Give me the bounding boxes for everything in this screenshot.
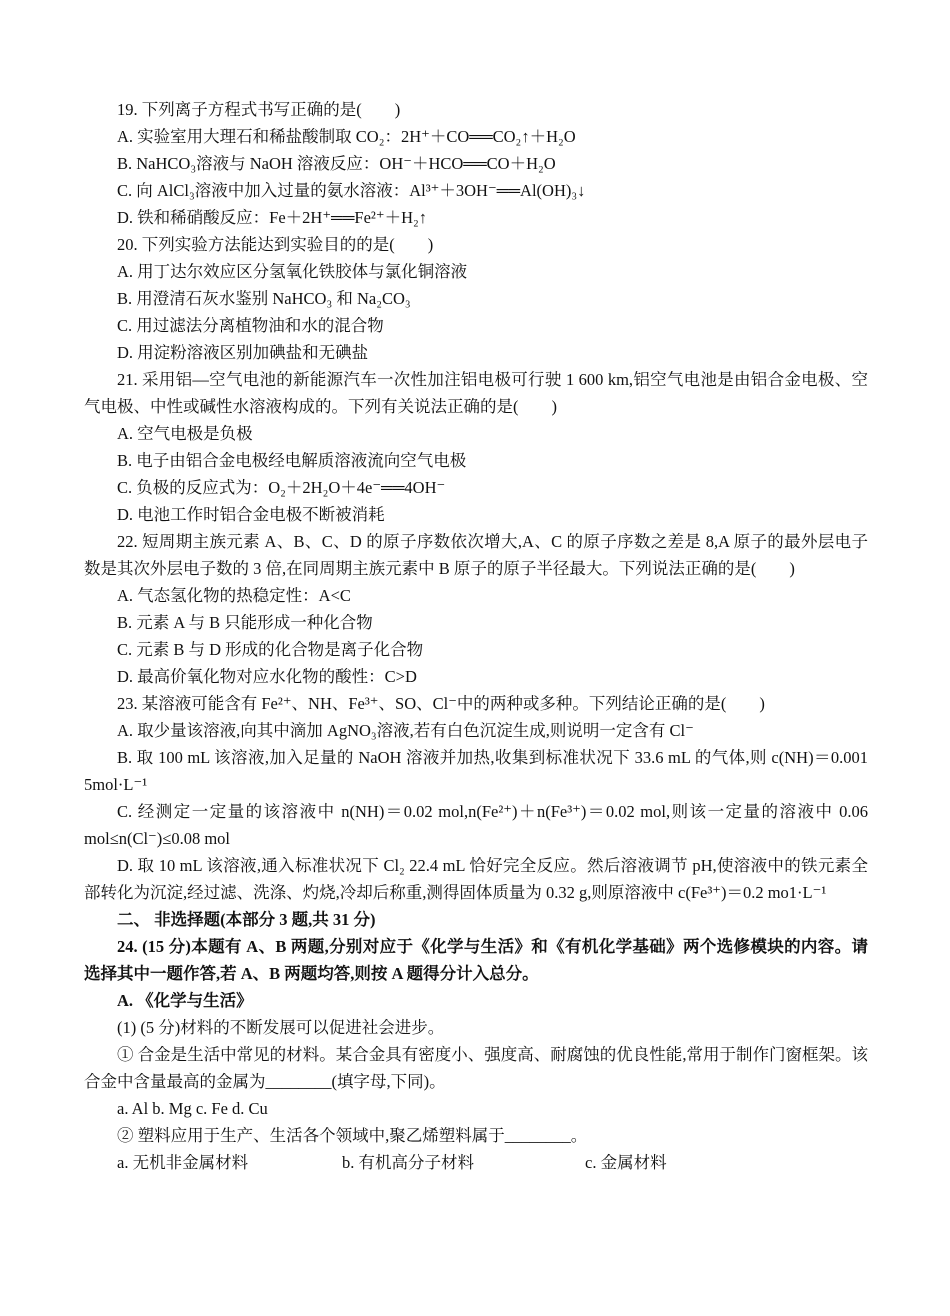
q22-option-c: C. 元素 B 与 D 形成的化合物是离子化合物 — [117, 640, 424, 659]
q19-option-d: D. 铁和稀硝酸反应：Fe＋2H⁺══Fe²⁺＋H₂↑ — [117, 208, 427, 227]
q20-option-b: B. 用澄清石灰水鉴别 NaHCO₃ 和 Na₂CO₃ — [117, 289, 411, 308]
q20-option-d: D. 用淀粉溶液区别加碘盐和无碘盐 — [117, 343, 369, 362]
q24-intro: 24. (15 分)本题有 A、B 两题,分别对应于《化学与生活》和《有机化学基础》两个选修模块的内容。请选择其中一题作答,若 A、B 两题均答,则按 A 题得分计入总分。 — [84, 937, 868, 983]
q22-option-a: A. 气态氢化物的热稳定性：A<C — [117, 586, 351, 605]
q24-sub1: (1) (5 分)材料的不断发展可以促进社会进步。 — [117, 1018, 445, 1037]
q22-stem: 22. 短周期主族元素 A、B、C、D 的原子序数依次增大,A、C 的原子序数之差是 8,A 原子的最外层电子数是其次外层电子数的 3 倍,在同周期主族元素中 B 原子的原子半径最大。下列说法正确的是( ) — [84, 532, 868, 578]
q23-option-c: C. 经测定一定量的该溶液中 n(NH)＝0.02 mol,n(Fe²⁺)＋n(Fe³⁺)＝0.02 mol,则该一定量的溶液中 0.06 mol≤n(Cl⁻)≤0.08 mol — [84, 802, 868, 848]
q24-part-a-title: A. 《化学与生活》 — [117, 991, 253, 1010]
q19-option-b: B. NaHCO₃溶液与 NaOH 溶液反应：OH⁻＋HCO══CO＋H₂O — [117, 154, 556, 173]
q23-option-b: B. 取 100 mL 该溶液,加入足量的 NaOH 溶液并加热,收集到标准状况下 33.6 mL 的气体,则 c(NH)＝0.001 5mol·L⁻¹ — [84, 748, 868, 794]
q21-option-d: D. 电池工作时铝合金电极不断被消耗 — [117, 505, 385, 524]
q22-option-d: D. 最高价氧化物对应水化物的酸性：C>D — [117, 667, 417, 686]
q20-option-a: A. 用丁达尔效应区分氢氧化铁胶体与氯化铜溶液 — [117, 262, 468, 281]
q20-stem: 20. 下列实验方法能达到实验目的的是( ) — [117, 235, 434, 254]
q19-stem: 19. 下列离子方程式书写正确的是( ) — [117, 100, 401, 119]
q24-item2-options — [84, 1149, 868, 1176]
q21-option-a: A. 空气电极是负极 — [117, 424, 253, 443]
q21-option-b: B. 电子由铝合金电极经电解质溶液流向空气电极 — [117, 451, 467, 470]
section-heading: 二、 非选择题(本部分 3 题,共 31 分) — [117, 910, 376, 929]
q24-item2-option-a: a. 无机非金属材料 — [117, 1153, 249, 1172]
q23-option-d: D. 取 10 mL 该溶液,通入标准状况下 Cl₂ 22.4 mL 恰好完全反应。然后溶液调节 pH,使溶液中的铁元素全部转化为沉淀,经过滤、洗涤、灼烧,冷却后称重,测得固体质量为 0.32 g,则原溶液中 c(Fe³⁺)＝0.2 mo1·L⁻¹ — [84, 856, 868, 902]
q21-stem: 21. 采用铝—空气电池的新能源汽车一次性加注铝电极可行驶 1 600 km,铝空气电池是由铝合金电极、空气电极、中性或碱性水溶液构成的。下列有关说法正确的是( ) — [84, 370, 868, 416]
q21-option-c: C. 负极的反应式为：O₂＋2H₂O＋4e⁻══4OH⁻ — [117, 478, 446, 497]
q24-item2-option-b: b. 有机高分子材料 — [342, 1153, 474, 1172]
q23-option-a: A. 取少量该溶液,向其中滴加 AgNO₃溶液,若有白色沉淀生成,则说明一定含有 Cl⁻ — [117, 721, 694, 740]
q20-option-c: C. 用过滤法分离植物油和水的混合物 — [117, 316, 384, 335]
q24-item1: ① 合金是生活中常见的材料。某合金具有密度小、强度高、耐腐蚀的优良性能,常用于制作门窗框架。该合金中含量最高的金属为________(填字母,下同)。 — [84, 1045, 868, 1091]
q22-option-b: B. 元素 A 与 B 只能形成一种化合物 — [117, 613, 373, 632]
q24-item1-options: a. Al b. Mg c. Fe d. Cu — [117, 1099, 268, 1118]
q19-option-a: A. 实验室用大理石和稀盐酸制取 CO₂：2H⁺＋CO══CO₂↑＋H₂O — [117, 127, 576, 146]
q19-option-c: C. 向 AlCl₃溶液中加入过量的氨水溶液：Al³⁺＋3OH⁻══Al(OH)₃↓ — [117, 181, 586, 200]
q24-item2: ② 塑料应用于生产、生活各个领域中,聚乙烯塑料属于________。 — [117, 1126, 588, 1145]
q23-stem: 23. 某溶液可能含有 Fe²⁺、NH、Fe³⁺、SO、Cl⁻中的两种或多种。下列结论正确的是( ) — [117, 694, 765, 713]
q24-item2-option-c: c. 金属材料 — [585, 1153, 667, 1172]
